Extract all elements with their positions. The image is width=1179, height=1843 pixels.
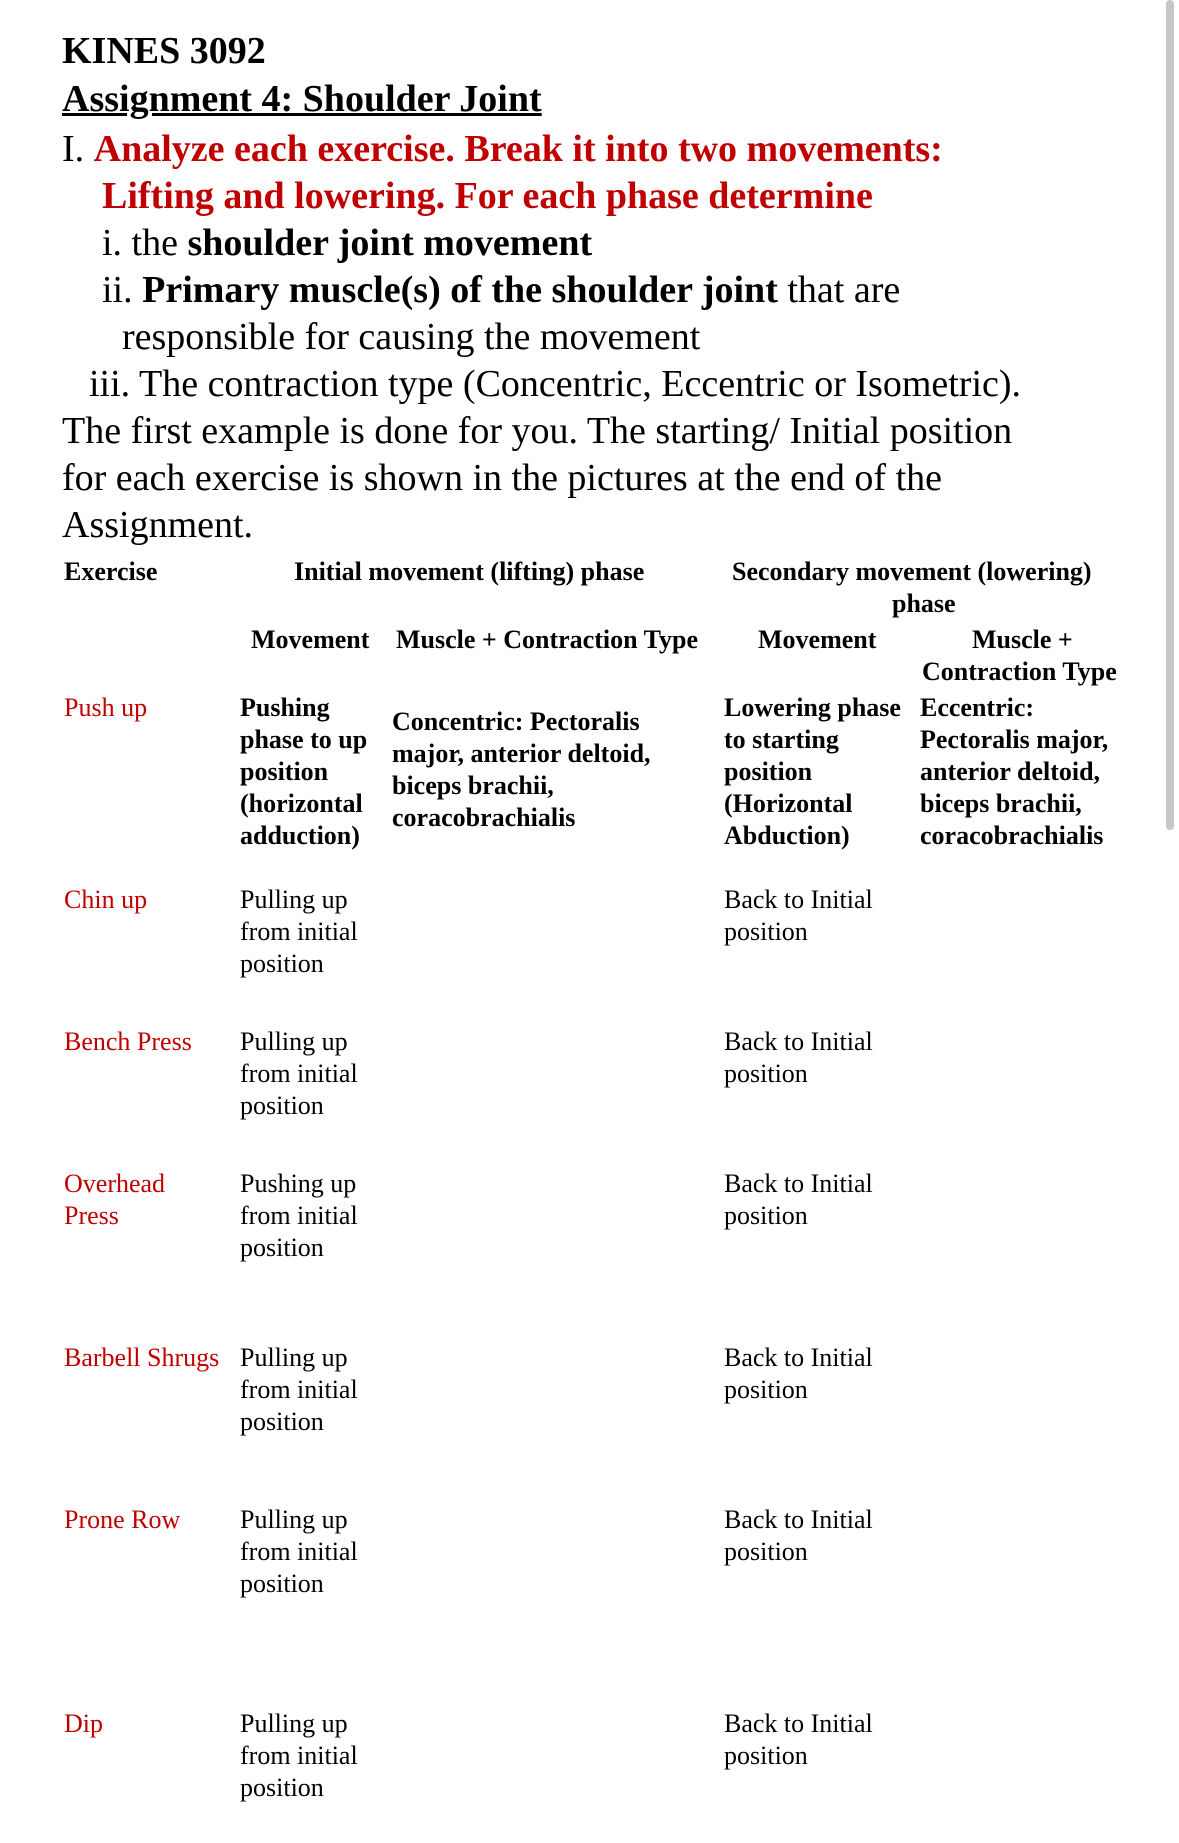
lift-movement [240,1708,358,1804]
lift-movement-line: from initial [240,1201,358,1230]
lower-muscle-contraction [920,692,1108,852]
exercise-name-line: Chin up [64,885,148,914]
header-movement: Movement [251,625,370,654]
lift-movement-line: position [240,1091,324,1120]
lower-movement-line: Back to Initial [724,1169,873,1198]
instruction-item-3: iii. The contraction type (Concentric, Eccentric or Isometric). [89,363,1022,405]
instruction-note-line-1: The first example is done for you. The starting/ Initial position [62,410,1013,452]
exercise-name [64,1026,192,1058]
header-initial-phase: Initial movement (lifting) phase [294,557,645,586]
exercise-name-line: Overhead [64,1169,166,1198]
lift-movement-line: adduction) [240,821,360,850]
scrollbar[interactable] [1166,0,1174,830]
lower-movement-line: Back to Initial [724,1027,873,1056]
lift-movement-line: (horizontal [240,789,363,818]
instruction-red-line-1: Analyze each exercise. Break it into two movements: [93,128,943,170]
exercise-name [64,1708,103,1740]
lift-movement-line: from initial [240,1059,358,1088]
lift-movement-line: Pulling up [240,1343,348,1372]
instruction-item-2-suffix: that are [777,269,901,311]
instruction-item-2-bold: Primary muscle(s) of the shoulder joint [142,269,778,311]
instruction-item-1-bold: shoulder joint movement [187,222,593,264]
exercise-name [64,1504,180,1536]
lower-movement-line: position [724,1537,808,1566]
lift-movement-line: position [240,1407,324,1436]
lower-muscle-line: Eccentric: [920,693,1035,722]
lower-muscle-line: coracobrachialis [920,821,1104,850]
instruction-item-1-prefix: i. the [102,222,188,264]
lift-movement-line: position [240,1773,324,1802]
instruction-numeral: I. [62,128,94,170]
instruction-item-1 [102,220,592,267]
lift-muscle-contraction [392,706,651,834]
lift-movement [240,1168,358,1264]
course-code: KINES 3092 [62,30,266,72]
lower-movement [724,1504,873,1568]
exercise-name [64,692,147,724]
lower-movement-line: position [724,1059,808,1088]
lower-movement [724,692,901,852]
instruction-note-line-2: for each exercise is shown in the pictures at the end of the [62,457,943,499]
lower-movement-line: Back to Initial [724,1343,873,1372]
assignment-title: Assignment 4: Shoulder Joint [62,78,542,120]
lower-movement-line: Back to Initial [724,1505,873,1534]
lower-movement [724,1168,873,1232]
header-exercise: Exercise [64,557,158,586]
exercise-name-line: Push up [64,693,148,722]
header-muscle-contraction-secondary-line-2: Contraction Type [922,657,1117,686]
lift-movement-line: Pulling up [240,885,348,914]
lift-movement-line: phase to up [240,725,368,754]
lift-movement [240,884,358,980]
lower-movement-line: position [724,917,808,946]
lift-muscle-line: coracobrachialis [392,803,576,832]
lift-movement-line: from initial [240,917,358,946]
exercise-name-line: Press [64,1201,119,1230]
header-movement-secondary: Movement [758,625,877,654]
lift-movement [240,1504,358,1600]
lower-muscle-line: Pectoralis major, [920,725,1109,754]
lower-movement [724,1708,873,1772]
lift-muscle-line: Concentric: Pectoralis [392,707,640,736]
exercise-name-line: Prone Row [64,1505,181,1534]
lower-movement-line: Lowering phase [724,693,901,722]
header-secondary-phase-line-2: phase [892,589,956,618]
exercise-name-line: Dip [64,1709,103,1738]
lower-muscle-line: biceps brachii, [920,789,1082,818]
lower-movement-line: Back to Initial [724,885,873,914]
lift-movement [240,1026,358,1122]
exercise-name [64,1168,165,1232]
lower-movement-line: Back to Initial [724,1709,873,1738]
instruction-line-1 [62,126,943,173]
instruction-item-2-prefix: ii. [102,269,143,311]
header-muscle-contraction: Muscle + Contraction Type [396,625,698,654]
exercise-name [64,884,147,916]
instruction-red-line-2: Lifting and lowering. For each phase determine [102,175,873,217]
lower-movement-line: (Horizontal [724,789,853,818]
lift-movement-line: position [240,757,329,786]
exercise-name-line: Bench Press [64,1027,192,1056]
exercise-name-line: Barbell Shrugs [64,1343,220,1372]
lift-movement-line: Pulling up [240,1505,348,1534]
lift-movement-line: from initial [240,1537,358,1566]
header-muscle-contraction-secondary-line-1: Muscle + [972,625,1073,654]
lower-movement-line: position [724,1201,808,1230]
lift-movement-line: position [240,949,324,978]
lower-movement [724,1026,873,1090]
instruction-note-line-3: Assignment. [62,504,254,546]
lift-movement-line: Pulling up [240,1709,348,1738]
lift-muscle-line: biceps brachii, [392,771,554,800]
lift-movement-line: from initial [240,1741,358,1770]
lower-movement-line: to starting [724,725,839,754]
lift-movement [240,1342,358,1438]
lift-movement-line: Pulling up [240,1027,348,1056]
exercise-name [64,1342,219,1374]
instruction-item-2 [102,267,900,314]
lower-movement-line: position [724,757,813,786]
lift-movement [240,692,367,852]
instruction-item-2-continued: responsible for causing the movement [122,316,701,358]
lift-movement-line: Pushing [240,693,330,722]
lower-muscle-line: anterior deltoid, [920,757,1101,786]
lower-movement [724,884,873,948]
lift-movement-line: from initial [240,1375,358,1404]
lift-muscle-line: major, anterior deltoid, [392,739,651,768]
header-secondary-phase-line-1: Secondary movement (lowering) [732,557,1092,586]
lower-movement-line: position [724,1375,808,1404]
lift-movement-line: position [240,1233,324,1262]
lower-movement-line: position [724,1741,808,1770]
lift-movement-line: position [240,1569,324,1598]
lift-movement-line: Pushing up [240,1169,357,1198]
lower-movement [724,1342,873,1406]
lower-movement-line: Abduction) [724,821,850,850]
